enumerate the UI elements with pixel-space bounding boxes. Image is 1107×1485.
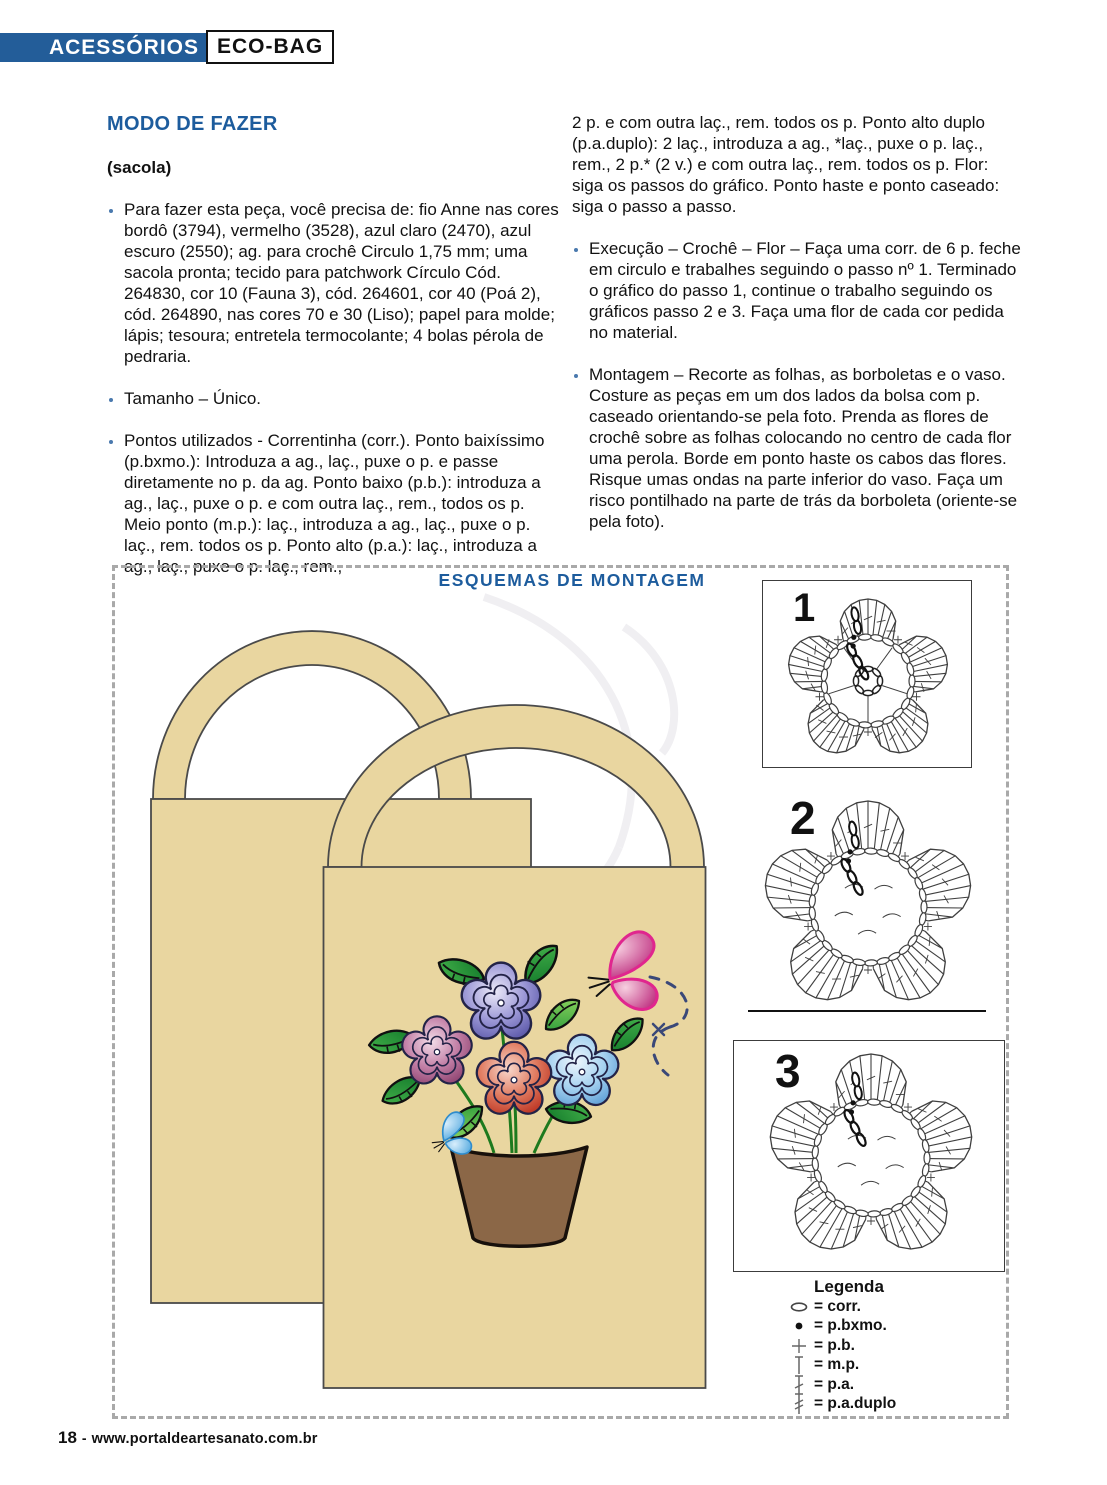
chain-stitch-icon — [784, 1297, 814, 1317]
crochet-chart-2-box — [738, 785, 993, 1015]
stitches-continuation: 2 p. e com outra laç., rem. todos os p. Ponto alto duplo (p.a.duplo): 2 laç., introduza a ag., *laç., puxe o p. laç., rem., 2 p.* (2 v.) e com outra laç., rem. todos os p. Flor: siga os passos do gráfico. Ponto haste e ponto caseado: siga o passo a passo. — [572, 113, 1000, 216]
treble-crochet-icon — [784, 1394, 814, 1414]
list-item: • Execução – Crochê – Flor – Faça uma corr. de 6 p. feche em circulo e trabalhes seguindo o passo nº 1. Terminado o gráfico do passo 1, continue o trabalho seguindo os gráficos passo 2 e 3. Faça uma flor de cada cor pedida no material. — [589, 238, 1022, 343]
back-bag-handle — [153, 631, 471, 799]
materials-list — [107, 199, 559, 577]
slip-stitch-icon — [784, 1316, 814, 1336]
chart-separator-line — [748, 1010, 986, 1012]
section-title: ACESSÓRIOS — [48, 35, 199, 59]
chart-3-label: 3 — [775, 1045, 801, 1097]
chart-1-label: 1 — [793, 586, 816, 630]
footer-site-url: www.portaldeartesanato.com.br — [91, 1431, 318, 1447]
half-double-crochet-icon — [784, 1355, 814, 1375]
article-title: MODO DE FAZER — [107, 113, 278, 135]
section-header-bar — [0, 33, 206, 62]
list-item: • Para fazer esta peça, você precisa de: fio Anne nas cores bordô (3794), vermelho (3528), azul claro (2470), azul escuro (2550); ag. para crochê Circulo 1,75 mm; uma sacola pronta; tecido para patchwork Círculo Cód. 264830, cor 10 (Fauna 3), cód. 264601, cor 40 (Poá 2), cód. 264890, nas cores 70 e 30 (Liso); papel para molde; lápis; tesoura; entretela termocolante; 4 bolas pérola de pedraria. — [124, 199, 559, 367]
legend-row: = p.bxmo. — [770, 1317, 1006, 1337]
instructions-list — [572, 238, 1022, 532]
legend-row: = corr. — [770, 1297, 1006, 1317]
chart-2-label: 2 — [790, 792, 816, 844]
article-subtitle: (sacola) — [107, 158, 172, 177]
section-tag: ECO-BAG — [217, 35, 324, 58]
legend-row: = p.b. — [770, 1336, 1006, 1356]
double-crochet-icon — [784, 1375, 814, 1395]
article-right-column — [572, 112, 1022, 553]
chart-legend — [770, 1277, 1006, 1414]
crochet-chart-2 — [738, 785, 993, 1015]
legend-row: = p.a. — [770, 1375, 1006, 1395]
legend-title: Legenda — [814, 1277, 884, 1296]
legend-row: = p.a.duplo — [770, 1395, 1006, 1415]
legend-row: = m.p. — [770, 1356, 1006, 1376]
article-left-column — [107, 112, 559, 598]
list-item: • Tamanho – Único. — [124, 388, 559, 409]
page-footer — [58, 1428, 318, 1448]
list-item: • Pontos utilizados - Correntinha (corr.). Ponto baixíssimo (p.bxmo.): Introduza a ag., laç., puxe o p. e passe diretamente no p. da ag. Ponto baixo (p.b.): introduza a ag., laç., puxe o p. e com outra laç., rem., todos os p. Meio ponto (m.p.): laç., introduza a ag., laç., puxe o p. laç., rem. todos os p. Ponto alto (p.a.): laç., introduza a ag., laç., puxe o p. laç., rem., — [124, 430, 559, 577]
page-number: 18 — [58, 1428, 77, 1447]
list-item: • Montagem – Recorte as folhas, as borboletas e o vaso. Costure as peças em um dos lados da bolsa com p. caseado orientando-se pela foto. Prenda as flores de crochê sobre as folhas colocando no centro de cada flor uma perola. Borde em ponto haste os cabos das flores. Risque umas ondas na parte inferior do vaso. Faça um risco pontilhado na parte de trás da borboleta (oriente-se pela foto). — [589, 364, 1022, 532]
single-crochet-icon — [784, 1336, 814, 1356]
crochet-chart-3-box — [733, 1040, 1005, 1272]
eco-bag-illustration — [114, 567, 763, 1417]
footer-separator: - — [81, 1430, 87, 1446]
section-tag-box — [206, 30, 334, 64]
board-title: ESQUEMAS DE MONTAGEM — [438, 570, 706, 590]
